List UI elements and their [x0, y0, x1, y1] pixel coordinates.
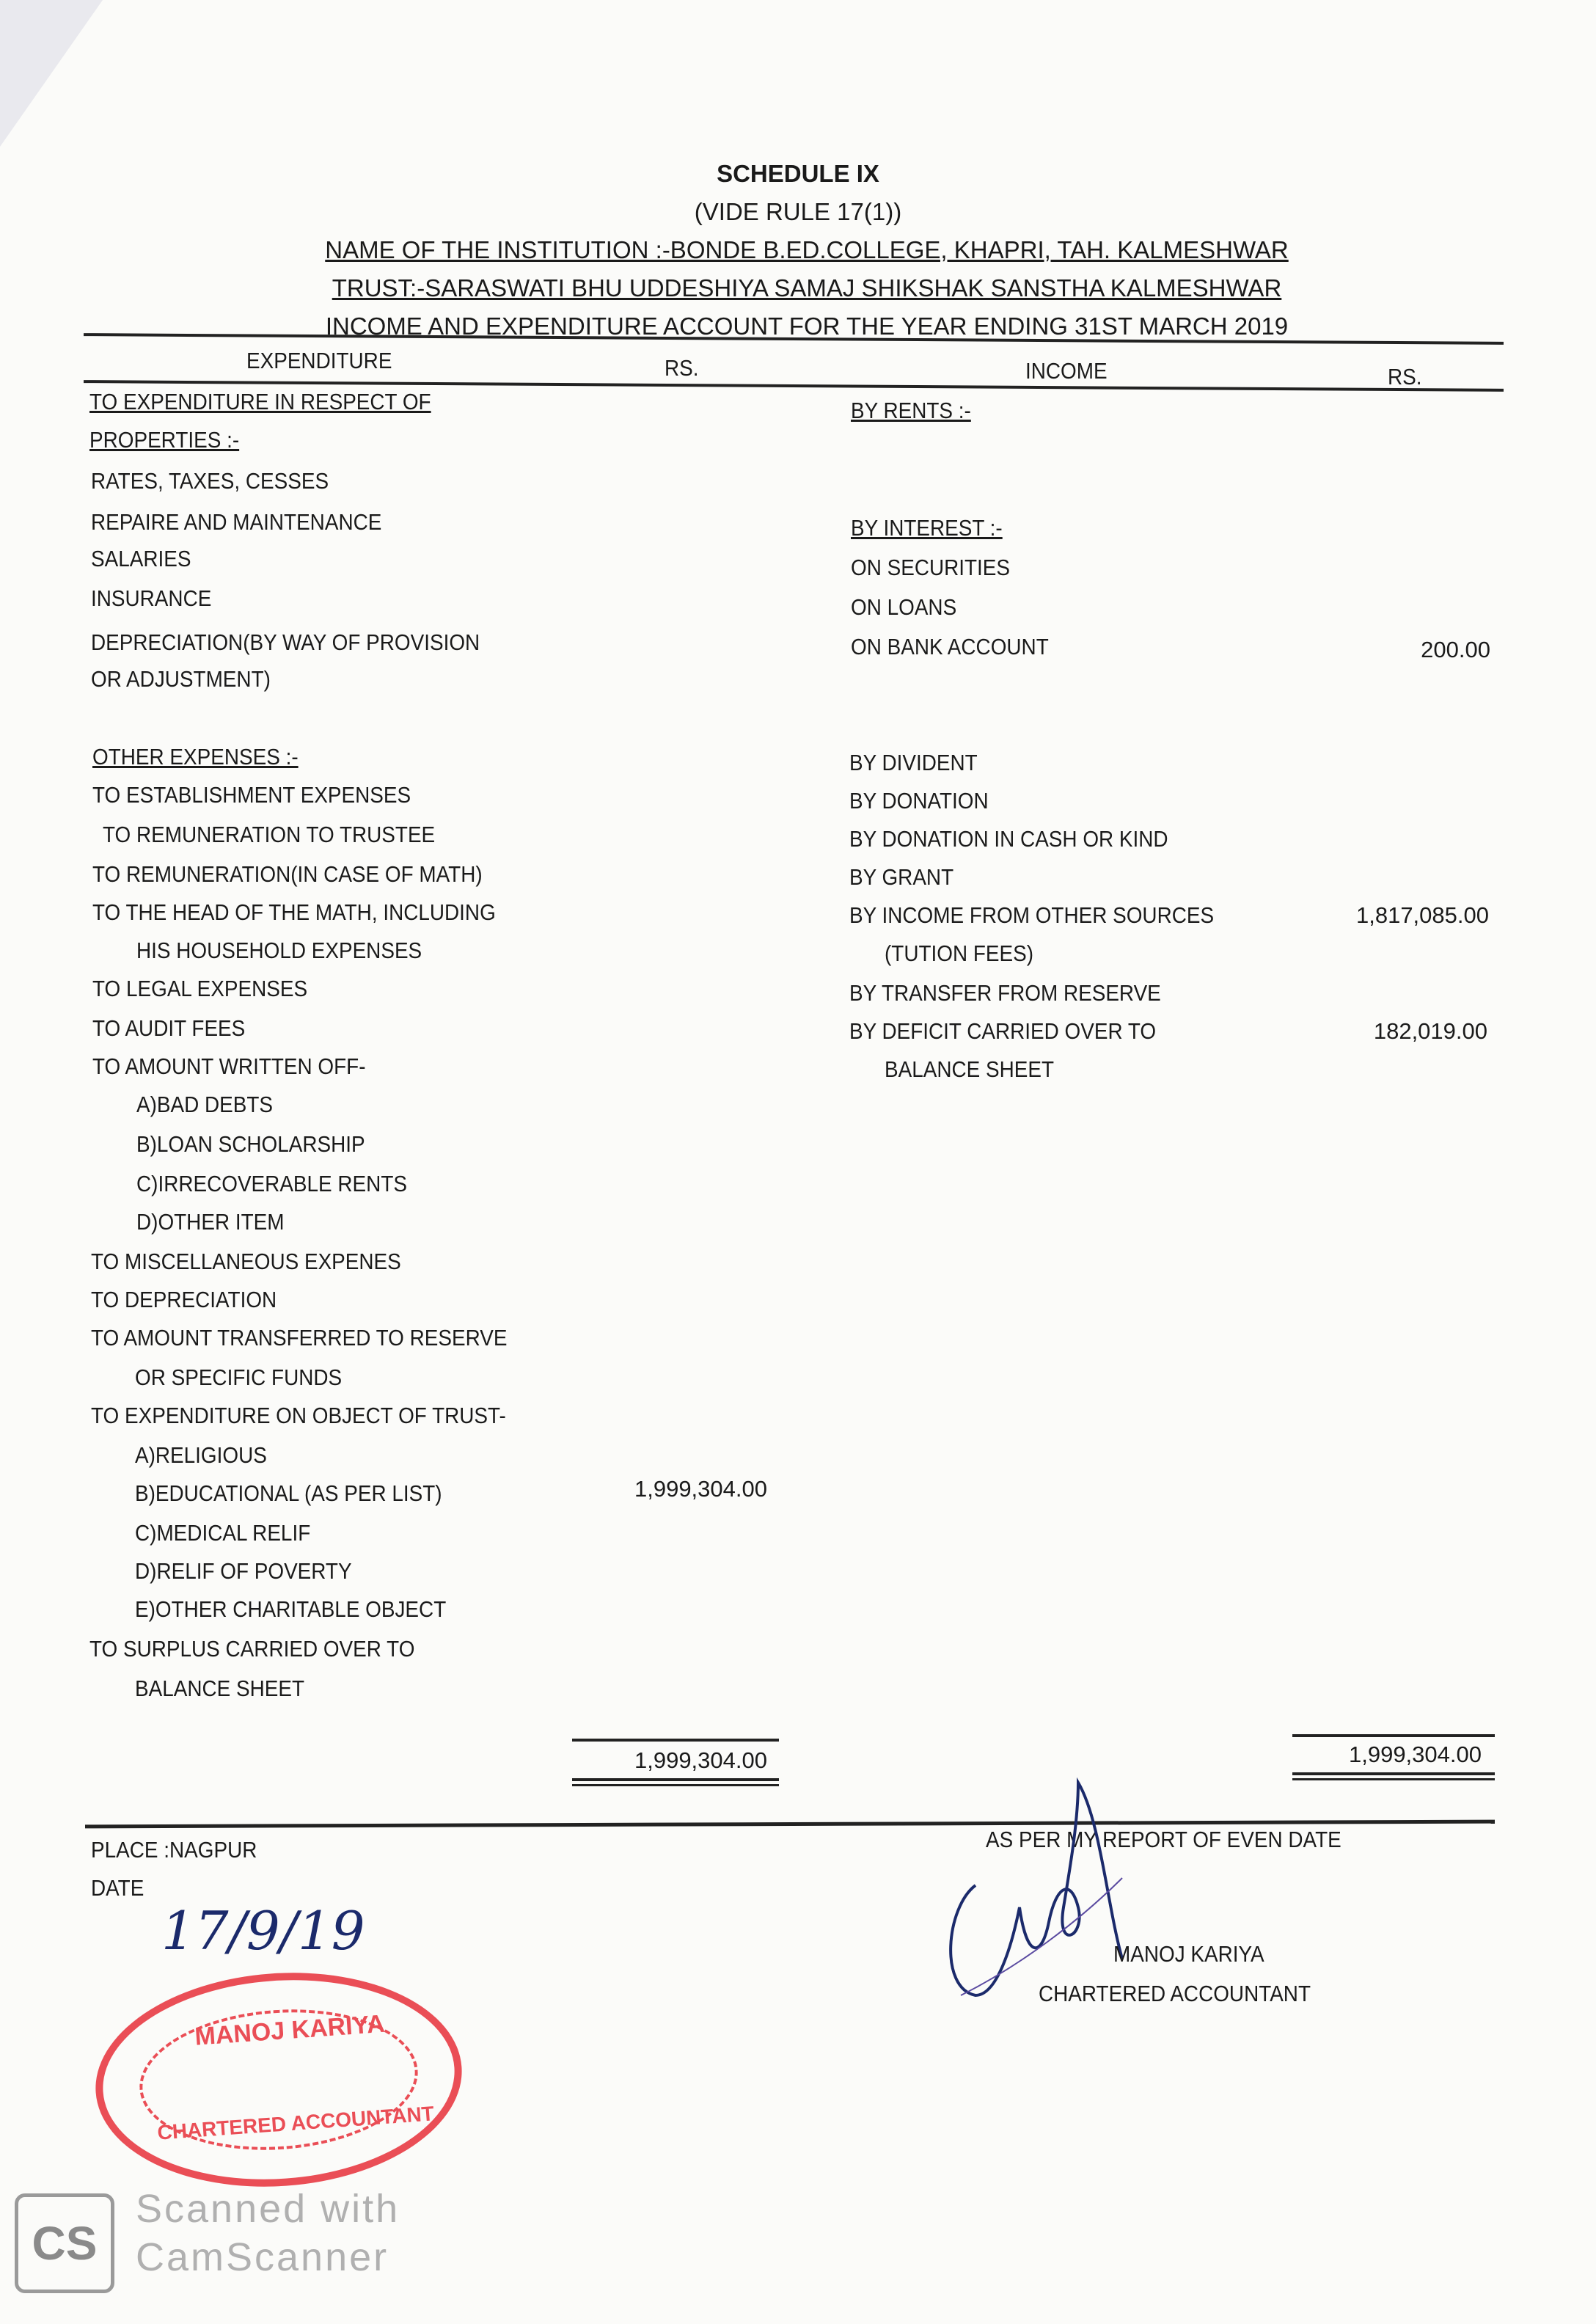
accountant-designation: CHARTERED ACCOUNTANT — [1039, 1981, 1311, 2006]
list-item: BY INCOME FROM OTHER SOURCES — [849, 902, 1215, 928]
list-item: B)LOAN SCHOLARSHIP — [136, 1131, 365, 1157]
list-item: INSURANCE — [91, 585, 212, 611]
list-item: PROPERTIES :- — [89, 427, 240, 453]
signature — [931, 1775, 1152, 2010]
list-item: ON BANK ACCOUNT — [851, 634, 1049, 659]
trust-name: TRUST:-SARASWATI BHU UDDESHIYA SAMAJ SHIKSHAK SANSTHA KALMESHWAR — [332, 274, 1282, 302]
list-item: TO AUDIT FEES — [92, 1015, 246, 1041]
rule-reference: (VIDE RULE 17(1)) — [694, 198, 902, 225]
column-income: INCOME — [1025, 358, 1108, 384]
amount-bank-interest: 200.00 — [1421, 637, 1490, 662]
watermark-line1: Scanned with — [136, 2187, 400, 2231]
list-item: BY INTEREST :- — [851, 515, 1003, 541]
total-rule-right-top — [1292, 1734, 1495, 1737]
column-rs-right: RS. — [1388, 364, 1422, 390]
list-item: BY RENTS :- — [851, 398, 971, 423]
list-item: HIS HOUSEHOLD EXPENSES — [136, 938, 422, 963]
list-item: TO EXPENDITURE ON OBJECT OF TRUST- — [91, 1403, 506, 1428]
list-item: BALANCE SHEET — [135, 1676, 305, 1701]
page-fold-shadow — [0, 0, 103, 147]
handwritten-date: 17/9/19 — [161, 1900, 365, 1962]
list-item: TO THE HEAD OF THE MATH, INCLUDING — [92, 899, 496, 925]
total-rule-right-bottom — [1292, 1772, 1495, 1775]
schedule-title: SCHEDULE IX — [717, 160, 879, 187]
watermark-line2: CamScanner — [136, 2235, 389, 2279]
list-item: BY DONATION IN CASH OR KIND — [849, 826, 1168, 852]
total-rule-right-double — [1292, 1778, 1495, 1780]
stamp-top-text: MANOJ KARIYA — [194, 2009, 386, 2051]
list-item: TO REMUNERATION TO TRUSTEE — [103, 822, 436, 847]
total-income: 1,999,304.00 — [1348, 1742, 1482, 1767]
list-item: BY DEFICIT CARRIED OVER TO — [849, 1018, 1157, 1044]
stamp-bottom-text: CHARTERED ACCOUNTANT — [156, 2102, 435, 2144]
list-item: REPAIRE AND MAINTENANCE — [91, 509, 382, 535]
list-item: TO DEPRECIATION — [91, 1287, 277, 1312]
list-item: (TUTION FEES) — [885, 940, 1034, 966]
amount-educational: 1,999,304.00 — [634, 1476, 767, 1502]
total-rule-left-double — [572, 1784, 779, 1786]
list-item: ON SECURITIES — [851, 555, 1011, 580]
list-item: A)RELIGIOUS — [135, 1442, 267, 1468]
list-item: TO LEGAL EXPENSES — [92, 976, 308, 1001]
list-item: BY TRANSFER FROM RESERVE — [849, 980, 1161, 1006]
list-item: OTHER EXPENSES :- — [92, 744, 299, 770]
total-expenditure: 1,999,304.00 — [634, 1747, 767, 1773]
amount-other-sources: 1,817,085.00 — [1355, 902, 1489, 928]
list-item: RATES, TAXES, CESSES — [91, 468, 329, 494]
list-item: C)MEDICAL RELIF — [135, 1520, 311, 1546]
list-item: TO REMUNERATION(IN CASE OF MATH) — [92, 861, 483, 887]
list-item: C)IRRECOVERABLE RENTS — [136, 1171, 407, 1196]
list-item: ON LOANS — [851, 594, 957, 620]
list-item: TO SURPLUS CARRIED OVER TO — [89, 1636, 415, 1662]
list-item: E)OTHER CHARITABLE OBJECT — [135, 1596, 447, 1622]
list-item: OR SPECIFIC FUNDS — [135, 1364, 343, 1390]
list-item: BY GRANT — [849, 864, 954, 890]
report-reference: AS PER MY REPORT OF EVEN DATE — [986, 1827, 1341, 1852]
date-label: DATE — [91, 1875, 144, 1901]
list-item: SALARIES — [91, 546, 191, 571]
list-item: A)BAD DEBTS — [136, 1092, 274, 1117]
place-label: PLACE :NAGPUR — [91, 1837, 257, 1863]
list-item: TO MISCELLANEOUS EXPENES — [91, 1249, 401, 1274]
list-item: DEPRECIATION(BY WAY OF PROVISION — [91, 629, 480, 655]
total-rule-left-top — [572, 1739, 779, 1742]
camscanner-logo: CS — [15, 2193, 114, 2293]
list-item: D)RELIF OF POVERTY — [135, 1558, 352, 1584]
ca-seal-stamp — [88, 1961, 469, 2199]
account-title: INCOME AND EXPENDITURE ACCOUNT FOR THE YEAR ENDING 31ST MARCH 2019 — [325, 313, 1289, 340]
list-item: BY DIVIDENT — [849, 750, 978, 775]
list-item: TO AMOUNT TRANSFERRED TO RESERVE — [91, 1325, 508, 1351]
list-item: BY DONATION — [849, 788, 989, 814]
list-item: TO EXPENDITURE IN RESPECT OF — [89, 389, 431, 414]
column-rs-left: RS. — [665, 355, 699, 381]
total-rule-left-bottom — [572, 1778, 779, 1781]
list-item: OR ADJUSTMENT) — [91, 666, 271, 692]
amount-deficit: 182,019.00 — [1373, 1018, 1487, 1044]
column-expenditure: EXPENDITURE — [246, 348, 392, 373]
list-item: TO ESTABLISHMENT EXPENSES — [92, 782, 411, 808]
list-item: BALANCE SHEET — [885, 1056, 1055, 1082]
accountant-name: MANOJ KARIYA — [1113, 1941, 1264, 1967]
list-item: TO AMOUNT WRITTEN OFF- — [92, 1053, 366, 1079]
list-item: D)OTHER ITEM — [136, 1209, 285, 1235]
institution-name: NAME OF THE INSTITUTION :-BONDE B.ED.COLLEGE, KHAPRI, TAH. KALMESHWAR — [325, 236, 1289, 263]
list-item: B)EDUCATIONAL (AS PER LIST) — [135, 1480, 442, 1506]
